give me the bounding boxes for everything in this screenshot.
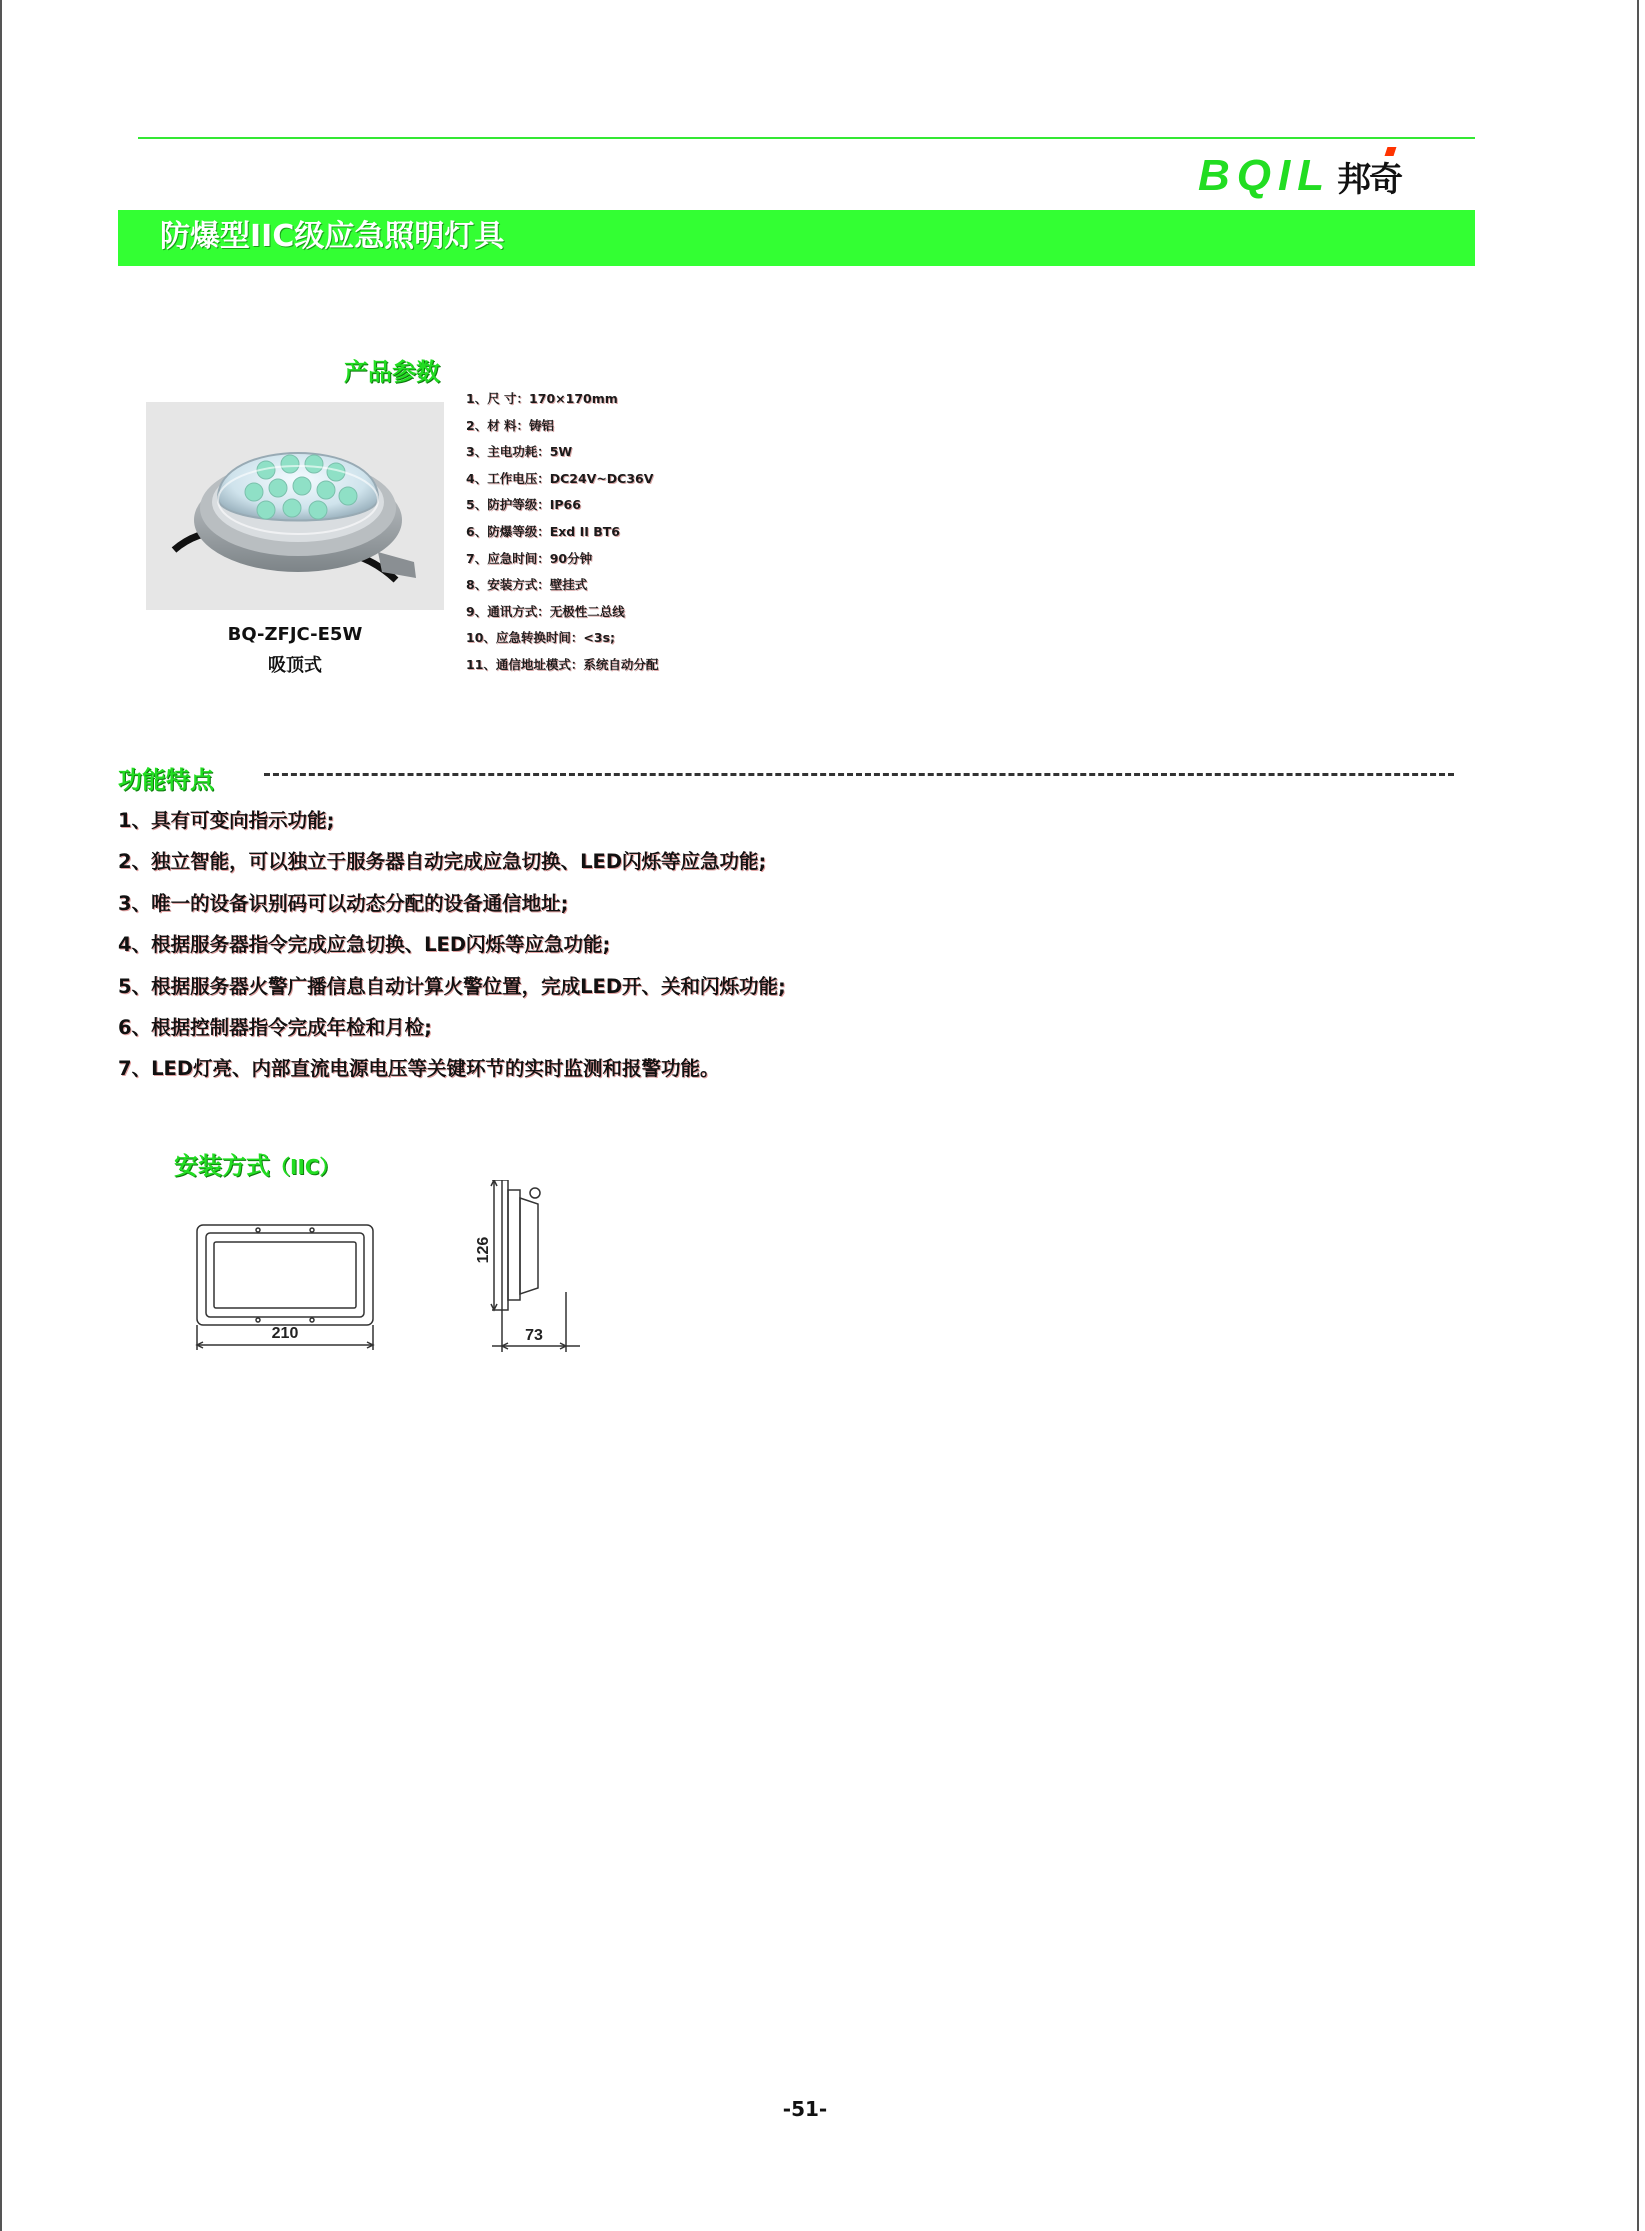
params-heading: 产品参数 — [344, 358, 440, 386]
feature-item: 4、根据服务器指令完成应急切换、LED闪烁等应急功能; — [118, 933, 611, 957]
explosion-proof-light-image — [146, 402, 444, 610]
param-item: 9、通讯方式：无极性二总线 — [466, 603, 625, 619]
brand-logo-latin: BQIL — [1198, 151, 1332, 200]
param-item: 6、防爆等级：Exd II BT6 — [466, 523, 621, 539]
brand-logo — [1198, 151, 1401, 201]
feature-item: 2、独立智能，可以独立于服务器自动完成应急切换、LED闪烁等应急功能; — [118, 850, 767, 874]
page-border-left — [0, 0, 2, 2231]
installation-heading-text: 安装方式 — [174, 1152, 270, 1180]
param-item: 1、尺 寸：170×170mm — [466, 391, 618, 406]
param-list — [466, 386, 658, 679]
dashed-divider — [264, 773, 1454, 776]
dimension-width: 210 — [271, 1325, 299, 1342]
dimension-depth: 73 — [525, 1327, 543, 1344]
features-heading: 功能特点 — [118, 766, 214, 794]
feature-item: 1、具有可变向指示功能; — [118, 809, 335, 832]
feature-item: 5、根据服务器火警广播信息自动计算火警位置，完成LED开、关和闪烁功能; — [118, 974, 786, 998]
feature-item: 3、唯一的设备识别码可以动态分配的设备通信地址; — [118, 891, 569, 915]
param-item: 4、工作电压：DC24V~DC36V — [466, 470, 654, 486]
param-item: 8、安装方式：壁挂式 — [466, 577, 588, 593]
installation-heading — [174, 1146, 340, 1181]
feature-list — [118, 800, 786, 1090]
product-model: BQ-ZFJC-E5W — [227, 624, 363, 645]
installation-heading-suffix: （IIC） — [270, 1155, 340, 1179]
feature-item: 7、LED灯亮、内部直流电源电压等关键环节的实时监测和报警功能。 — [118, 1057, 720, 1081]
product-photo — [146, 402, 444, 610]
param-item: 3、主电功耗：5W — [466, 444, 573, 460]
brand-logo-cn: 邦奇 — [1337, 159, 1402, 200]
page-title: 防爆型IIC级应急照明灯具 — [160, 219, 505, 254]
product-mount-type: 吸顶式 — [268, 655, 322, 676]
feature-item: 6、根据控制器指令完成年检和月检; — [118, 1015, 432, 1039]
page-number: -51- — [782, 2097, 828, 2121]
param-item: 7、应急时间：90分钟 — [466, 550, 593, 566]
dimension-height: 126 — [475, 1236, 492, 1264]
param-item: 5、防护等级：IP66 — [466, 497, 581, 513]
header-rule — [138, 137, 1475, 139]
param-item: 11、通信地址模式：系统自动分配 — [466, 656, 659, 672]
installation-drawing — [190, 1180, 590, 1370]
page-border-right — [1637, 0, 1639, 2231]
param-item: 10、应急转换时间：<3s; — [466, 630, 616, 646]
param-item: 2、材 料：铸铝 — [466, 417, 555, 433]
